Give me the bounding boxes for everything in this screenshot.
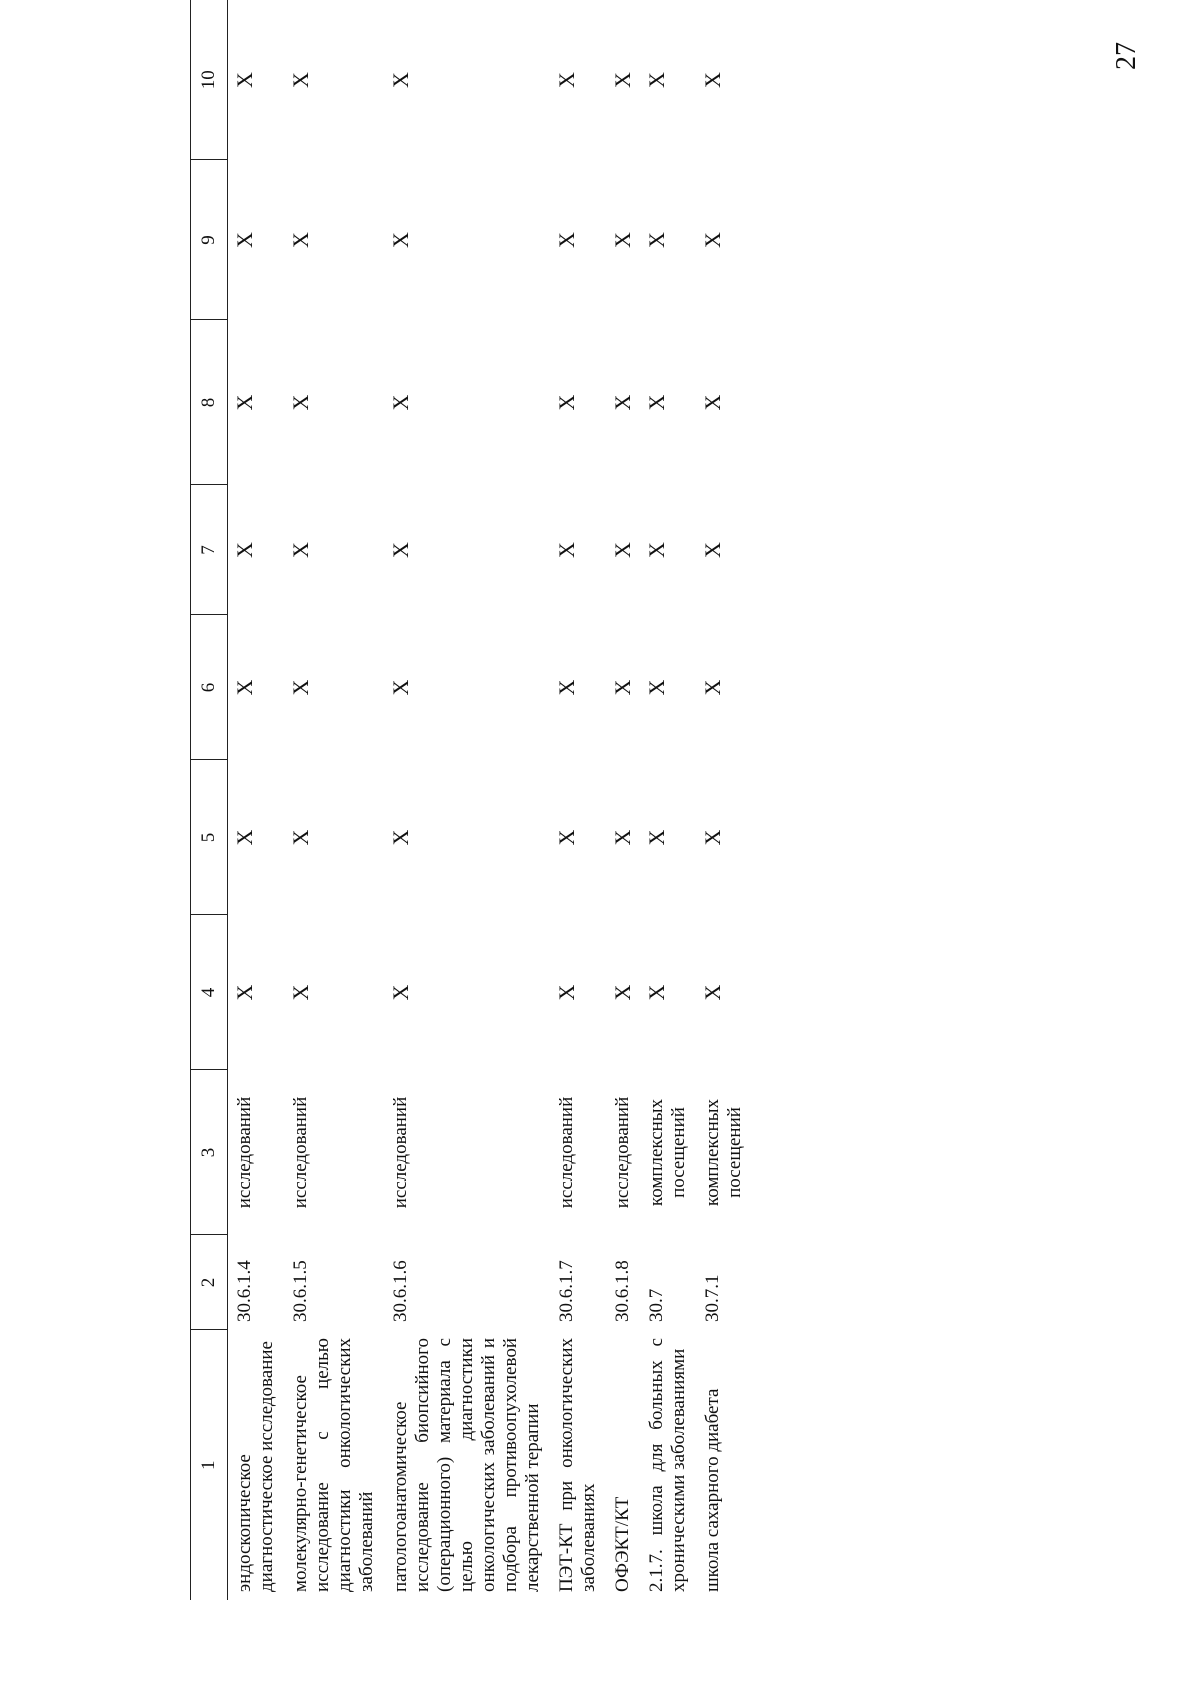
x-mark: X [700, 542, 725, 558]
x-mark: X [610, 72, 635, 88]
column-header: 10 [191, 0, 228, 160]
x-mark: X [232, 232, 257, 248]
row-unit: исследований [556, 1096, 577, 1209]
column-header: 5 [191, 760, 228, 915]
x-mark: X [610, 679, 635, 696]
x-mark: X [232, 72, 257, 88]
row-code: 30.6.1.5 [290, 1260, 311, 1322]
x-mark: X [554, 679, 579, 696]
row-code: 30.6.1.6 [390, 1260, 411, 1322]
row-unit: исследований [390, 1096, 411, 1209]
x-mark: X [388, 542, 413, 558]
row-name: ОФЭКТ/КТ [612, 1496, 633, 1592]
table-row [384, 0, 550, 1600]
x-mark: X [288, 679, 313, 696]
column-header: 1 [191, 1330, 228, 1600]
x-mark: X [644, 394, 669, 411]
column-header: 8 [191, 320, 228, 485]
table-row [606, 0, 640, 1600]
x-mark: X [610, 232, 635, 248]
x-mark: X [554, 984, 579, 1001]
x-mark: X [610, 984, 635, 1001]
row-unit: комплексных посещений [646, 1098, 689, 1207]
x-mark: X [388, 679, 413, 696]
x-mark: X [610, 542, 635, 558]
x-mark: X [554, 542, 579, 558]
row-name: школа сахарного диабета [702, 1388, 723, 1592]
x-mark: X [554, 232, 579, 248]
x-mark: X [700, 984, 725, 1001]
x-mark: X [232, 829, 257, 846]
row-unit: исследований [290, 1096, 311, 1209]
rotated-table-container [190, 0, 752, 1600]
x-mark: X [288, 829, 313, 846]
row-name: патологоанатомическое исследование биопсийного (операционного) материала с целью диагностики онкологических заболеваний и подбора противоопухолевой лекарственной терапии [390, 1338, 543, 1592]
row-name: 2.1.7. школа для больных с хроническими заболеваниями [646, 1338, 689, 1592]
row-unit: исследований [234, 1096, 255, 1209]
row-code: 30.7.1 [702, 1274, 723, 1322]
column-header: 4 [191, 915, 228, 1070]
row-unit: исследований [612, 1096, 633, 1209]
row-unit: комплексных посещений [702, 1098, 745, 1207]
table-row [696, 0, 752, 1600]
x-mark: X [700, 394, 725, 411]
x-mark: X [388, 984, 413, 1001]
x-mark: X [610, 829, 635, 846]
x-mark: X [700, 679, 725, 696]
x-mark: X [288, 394, 313, 411]
row-code: 30.6.1.7 [556, 1260, 577, 1322]
x-mark: X [700, 72, 725, 88]
table-row [284, 0, 384, 1600]
column-header: 7 [191, 485, 228, 615]
x-mark: X [288, 232, 313, 248]
x-mark: X [644, 984, 669, 1001]
header-row [191, 0, 228, 1600]
x-mark: X [388, 394, 413, 411]
x-mark: X [554, 72, 579, 88]
column-header: 6 [191, 615, 228, 760]
row-name: ПЭТ-КТ при онкологических заболеваниях [556, 1338, 599, 1592]
x-mark: X [700, 232, 725, 248]
column-header: 3 [191, 1070, 228, 1235]
row-code: 30.7 [646, 1288, 667, 1322]
x-mark: X [610, 394, 635, 411]
x-mark: X [232, 679, 257, 696]
table-row [550, 0, 606, 1600]
row-name: эндоскопическое диагностическое исследование [234, 1341, 277, 1592]
x-mark: X [554, 394, 579, 411]
x-mark: X [644, 232, 669, 248]
column-header: 2 [191, 1235, 228, 1330]
x-mark: X [288, 72, 313, 88]
row-name: молекулярно-генетическое исследование с целью диагностики онкологических заболеваний [290, 1338, 377, 1592]
x-mark: X [288, 984, 313, 1001]
x-mark: X [388, 72, 413, 88]
column-header: 9 [191, 160, 228, 320]
data-table [190, 0, 752, 1600]
x-mark: X [388, 829, 413, 846]
x-mark: X [232, 984, 257, 1001]
x-mark: X [644, 829, 669, 846]
row-code: 30.6.1.8 [612, 1260, 633, 1322]
table-row [640, 0, 696, 1600]
x-mark: X [232, 542, 257, 558]
x-mark: X [644, 72, 669, 88]
page-number: 27 [1111, 42, 1142, 70]
x-mark: X [232, 394, 257, 411]
x-mark: X [644, 679, 669, 696]
x-mark: X [388, 232, 413, 248]
row-code: 30.6.1.4 [234, 1260, 255, 1322]
x-mark: X [644, 542, 669, 558]
x-mark: X [554, 829, 579, 846]
x-mark: X [700, 829, 725, 846]
table-row [228, 0, 285, 1600]
x-mark: X [288, 542, 313, 558]
